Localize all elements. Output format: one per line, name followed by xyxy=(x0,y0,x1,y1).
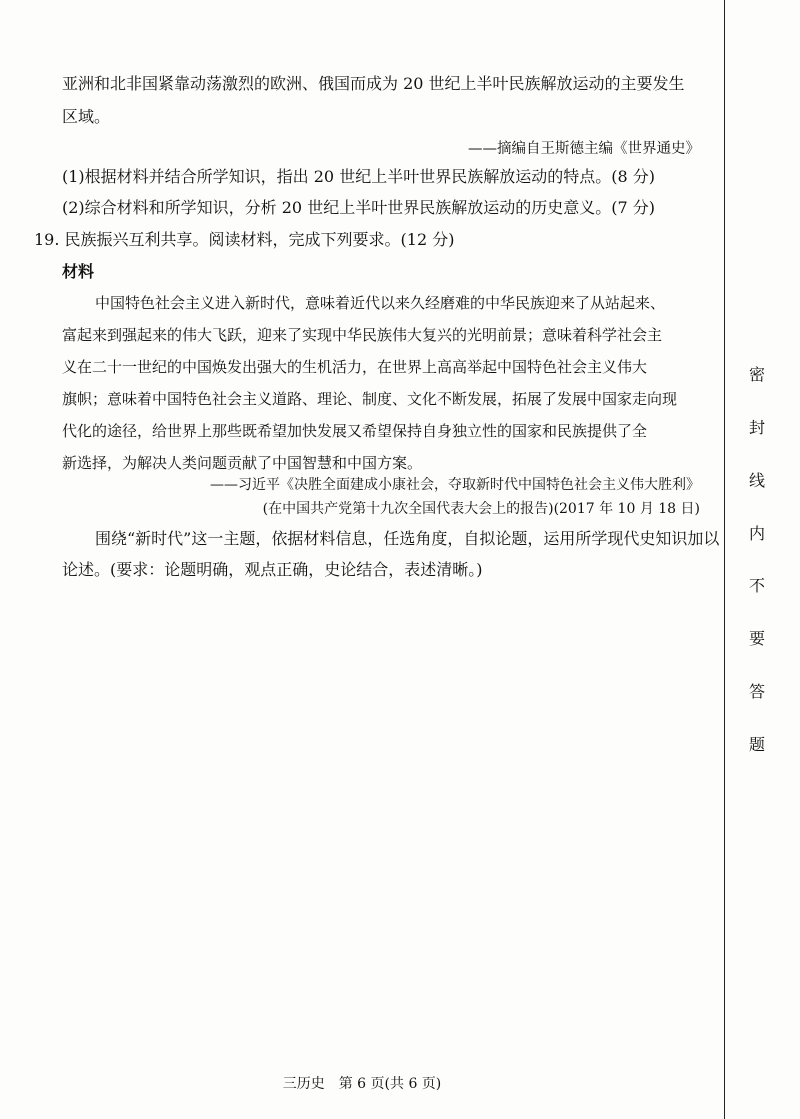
seal-char: 封 xyxy=(748,417,765,437)
task-line-1: 围绕“新时代”这一主题，依据材料信息，任选角度，自拟论题，运用所学现代史知识加以 xyxy=(95,529,720,548)
intro-line-1: 亚洲和北非国紧靠动荡激烈的欧洲、俄国而成为 20 世纪上半叶民族解放运动的主要发生 xyxy=(62,74,685,93)
intro-source: ——摘编自王斯德主编《世界通史》 xyxy=(468,141,700,157)
seal-notice xyxy=(745,365,769,755)
q19-stem: 19. 民族振兴互利共享。阅读材料，完成下列要求。(12 分) xyxy=(34,230,455,249)
seal-char: 答 xyxy=(748,682,765,702)
material-line: 旗帜；意味着中国特色社会主义道路、理论、制度、文化不断发展，拓展了发展中国家走向现 xyxy=(62,390,678,408)
seal-char: 密 xyxy=(748,365,765,384)
seal-char: 内 xyxy=(748,523,765,543)
seal-line xyxy=(724,0,725,1119)
intro-line-2: 区域。 xyxy=(62,107,111,126)
seal-char: 要 xyxy=(748,629,765,649)
material-line: 新选择，为解决人类问题贡献了中国智慧和中国方案。 xyxy=(62,454,423,472)
seal-char: 线 xyxy=(748,470,765,490)
material-line: 中国特色社会主义进入新时代，意味着近代以来久经磨难的中华民族迎来了从站起来、 xyxy=(95,294,666,312)
seal-char: 题 xyxy=(748,734,765,754)
material-source-2: (在中国共产党第十九次全国代表大会上的报告)(2017 年 10 月 18 日) xyxy=(262,501,700,517)
material-line: 代化的途径，给世界上那些既希望加快发展又希望保持自身独立性的国家和民族提供了全 xyxy=(62,422,648,440)
material-line: 富起来到强起来的伟大飞跃，迎来了实现中华民族伟大复兴的光明前景；意味着科学社会主 xyxy=(62,326,663,344)
task-line-2: 论述。(要求：论题明确，观点正确，史论结合，表述清晰。) xyxy=(62,560,483,579)
q18-part-2: (2)综合材料和所学知识，分析 20 世纪上半叶世界民族解放运动的历史意义。(7 分) xyxy=(62,198,655,217)
material-label: 材料 xyxy=(62,262,95,281)
q18-part-1: (1)根据材料并结合所学知识，指出 20 世纪上半叶世界民族解放运动的特点。(8 分) xyxy=(62,167,655,186)
material-line: 义在二十一世纪的中国焕发出强大的生机活力，在世界上高高举起中国特色社会主义伟大 xyxy=(62,358,648,376)
material-source-1: ——习近平《决胜全面建成小康社会，夺取新时代中国特色社会主义伟大胜利》 xyxy=(210,477,700,493)
seal-char: 不 xyxy=(748,576,765,596)
page-footer: 三历史 第 6 页(共 6 页) xyxy=(282,1076,442,1092)
